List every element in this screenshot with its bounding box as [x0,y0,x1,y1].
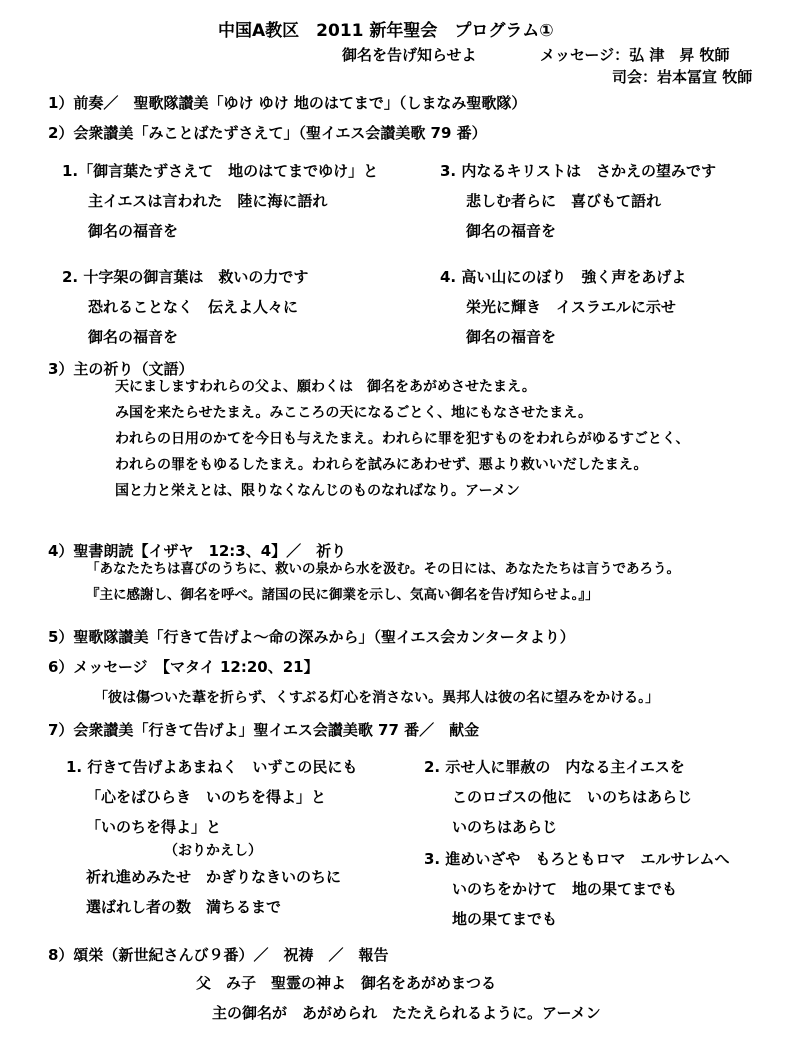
verse-line: 地の果てまでも [452,910,558,928]
verse-line: 御名の福音を [88,328,179,346]
scripture-line: 『主に感謝し、御名を呼べ。諸国の民に御業を示し、気高い御名を告げ知らせよ。』」 [86,587,599,603]
section-3-heading: 3）主の祈り（文語） [48,360,194,378]
verse-line: 3. 進めいざや もろともロマ エルサレムへ [424,850,730,868]
verse-line: 1.「御言葉たずさえて 地のはてまでゆけ」と [62,162,379,180]
verse-line: 1. 行きて告げよあまねく いずこの民にも [66,758,358,776]
section-1-heading: 1）前奏／ 聖歌隊讃美「ゆけ ゆけ 地のはてまで」（しまなみ聖歌隊） [48,94,527,112]
verse-line: いのちをかけて 地の果てまでも [452,880,678,898]
scripture-line: 「あなたたちは喜びのうちに、救いの泉から水を汲む。その日には、あなたたちは言うであろう。 [86,561,680,577]
hymn77-verse-1 [66,746,357,836]
doxology-line: 父 み子 聖霊の神よ 御名をあがめまつる [196,974,497,992]
hymn79-verse-4 [440,256,686,346]
theme-text: 御名を告げ知らせよ [342,46,477,64]
verse-line: 2. 十字架の御言葉は 救いの力です [62,268,309,286]
section-7-heading: 7）会衆讃美「行きて告げよ」聖イエス会讃美歌 77 番／ 献金 [48,721,480,739]
section-8-heading: 8）頌栄（新世紀さんび９番）／ 祝祷 ／ 報告 [48,946,389,964]
section-5-heading: 5）聖歌隊讃美「行きて告げよ～命の深みから」（聖イエス会カンタータより） [48,628,575,646]
verse-line: 御名の福音を [466,222,557,240]
host-text: 司会：岩本冨宣 牧師 [612,68,753,86]
verse-line: 「心をばひらき いのちを得よ」と [86,788,327,806]
section-2-heading: 2）会衆讃美「みことばたずさえて」（聖イエス会讃美歌 79 番） [48,124,487,142]
verse-line: 選ばれし者の数 満ちるまで [86,898,282,916]
verse-line: 「いのちを得よ」と [86,818,222,836]
page-title: 中国A教区 2011 新年聖会 プログラム① [218,21,554,41]
prayer-line: み国を来たらせたまえ。みこころの天になるごとく、地にもなさせたまえ。 [115,405,592,421]
prayer-line: 天にましますわれらの父よ、願わくは 御名をあがめさせたまえ。 [115,379,536,395]
verse-line: 悲しむ者らに 喜びもて語れ [466,192,662,210]
verse-line: 御名の福音を [88,222,179,240]
verse-line: 祈れ進めみたせ かぎりなきいのちに [86,868,342,886]
verse-line: 恐れることなく 伝えよ人々に [88,298,299,316]
prayer-line: われらの日用のかてを今日も与えたまえ。われらに罪を犯すものをわれらがゆるすごとく、 [115,431,690,447]
lords-prayer [115,370,690,500]
verse-line: 3. 内なるキリストは さかえの望みです [440,162,717,180]
prayer-line: われらの罪をもゆるしたまえ。われらを試みにあわせず、悪より救いいだしたまえ。 [115,457,648,473]
refrain-label: （おりかえし） [164,843,262,859]
doxology [196,962,601,1022]
hymn77-verse-2 [424,746,692,836]
hymn79-verse-1 [62,150,378,240]
message-by: メッセージ：弘 津 昇 牧師 [540,46,730,64]
hymn79-verse-2 [62,256,308,346]
verse-line: このロゴスの他に いのちはあらじ [452,788,693,806]
verse-line: 4. 高い山にのぼり 強く声をあげよ [440,268,687,286]
verse-line: 栄光に輝き イスラエルに示せ [466,298,676,316]
section-6-heading: 6）メッセージ 【マタイ 12:20、21】 [48,658,319,676]
doxology-line: 主の御名が あがめられ たたえられるように。アーメン [212,1004,601,1022]
matthew-verse: 「彼は傷ついた葦を折らず、くすぶる灯心を消さない。異邦人は彼の名に望みをかける。」 [94,690,660,706]
hymn79-verse-3 [440,150,716,240]
hymn77-refrain [86,856,341,916]
verse-line: 御名の福音を [466,328,557,346]
verse-line: 2. 示せ人に罪赦の 内なる主イエスを [424,758,685,776]
section-4-heading: 4）聖書朗読【イザヤ 12:3、4】／ 祈り [48,542,347,560]
isaiah-reading [86,552,680,604]
verse-line: 主イエスは言われた 陸に海に語れ [88,192,328,210]
verse-line: いのちはあらじ [452,818,558,836]
hymn77-verse-3 [424,838,729,928]
prayer-line: 国と力と栄えとは、限りなくなんじのものなればなり。アーメン [115,483,520,499]
